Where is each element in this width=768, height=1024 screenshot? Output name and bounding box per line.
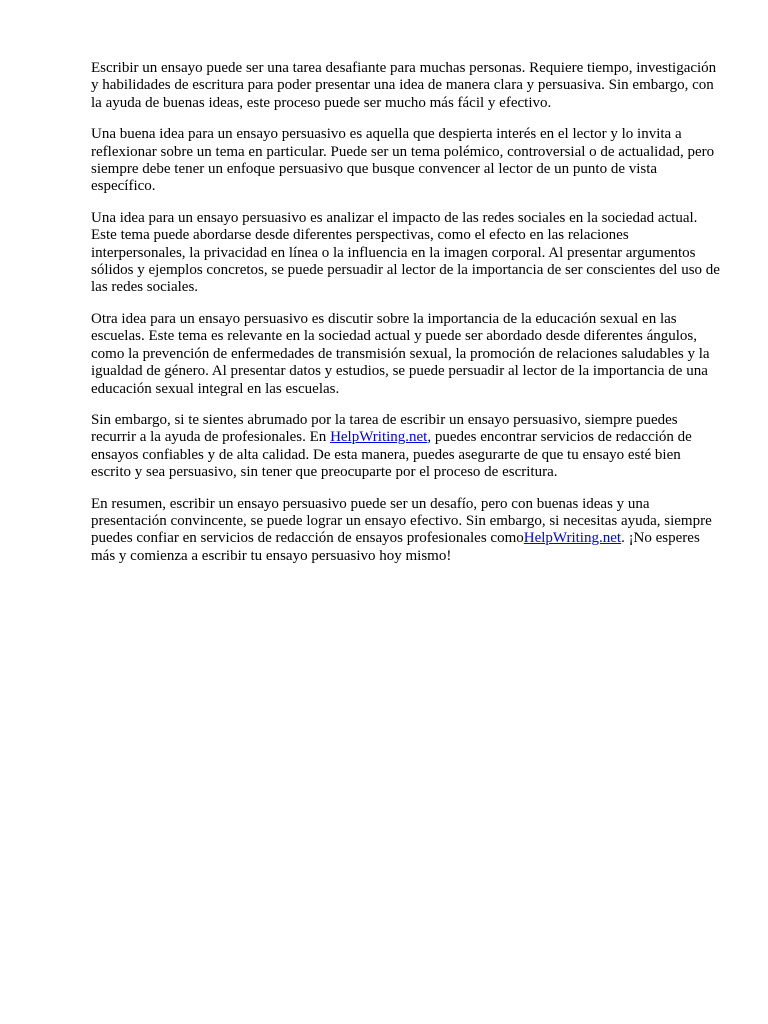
document-page — [91, 60, 721, 579]
paragraph-professional-help — [91, 412, 721, 482]
paragraph-text-before-link: Sin embargo, si te sientes abrumado por la tarea de escribir un ensayo persuasivo, siempre puedes recurrir a la ayuda de profesionales. En — [91, 411, 678, 446]
paragraph-good-idea: Una buena idea para un ensayo persuasivo es aquella que despierta interés en el lector y lo invita a reflexionar sobre un tema en particular. Puede ser un tema polémico, controversial o de actualidad, pero siempre debe tener un enfoque persuasivo que busque convencer al lector de un punto de vista específico. — [91, 126, 715, 195]
paragraph-text-after-link: . ¡No esperes más y comienza a escribir tu ensayo persuasivo hoy mismo! — [91, 530, 700, 564]
paragraph-intro: Escribir un ensayo puede ser una tarea desafiante para muchas personas. Requiere tiempo, investigación y habilidades de escritura para poder presentar una idea de manera clara y persuasiva. Sin embargo, con la ayuda de buenas ideas, este proceso puede ser mucho más fácil y efectivo. — [91, 60, 717, 111]
helpwriting-link[interactable]: HelpWriting.net — [523, 530, 622, 547]
paragraph-summary — [91, 496, 721, 566]
paragraph-text-before-link: En resumen, escribir un ensayo persuasivo puede ser un desafío, pero con buenas ideas y una presentación convincente, se puede lograr un ensayo efectivo. Sin embargo, si necesitas ayuda, siempre puedes confiar en servicios de redacción de ensayos profesionales como — [91, 495, 712, 547]
paragraph-text-after-link: , puedes encontrar servicios de redacción de ensayos confiables y de alta calidad. De esta manera, puedes asegurarte de que tu ensayo esté bien escrito y sea persuasivo, sin tener que preocuparte por el proceso de escritura. — [91, 429, 692, 481]
helpwriting-link[interactable]: HelpWriting.net — [330, 429, 428, 446]
paragraph-sex-education: Otra idea para un ensayo persuasivo es discutir sobre la importancia de la educación sexual en las escuelas. Este tema es relevante en la sociedad actual y puede ser abordado desde diferentes ángulos, como la prevención de enfermedades de transmisión sexual, la promoción de relaciones saludables y la igualdad de género. Al presentar datos y estudios, se puede persuadir al lector de la importancia de una educación sexual integral en las escuelas. — [91, 310, 710, 397]
paragraph-social-media: Una idea para un ensayo persuasivo es analizar el impacto de las redes sociales en la sociedad actual. Este tema puede abordarse desde diferentes perspectivas, como el efecto en las relaciones interpersonales, la privacidad en línea o la influencia en la imagen corporal. Al presentar argumentos sólidos y ejemplos concretos, se puede persuadir al lector de la importancia de ser conscientes del uso de las redes sociales. — [91, 209, 720, 296]
